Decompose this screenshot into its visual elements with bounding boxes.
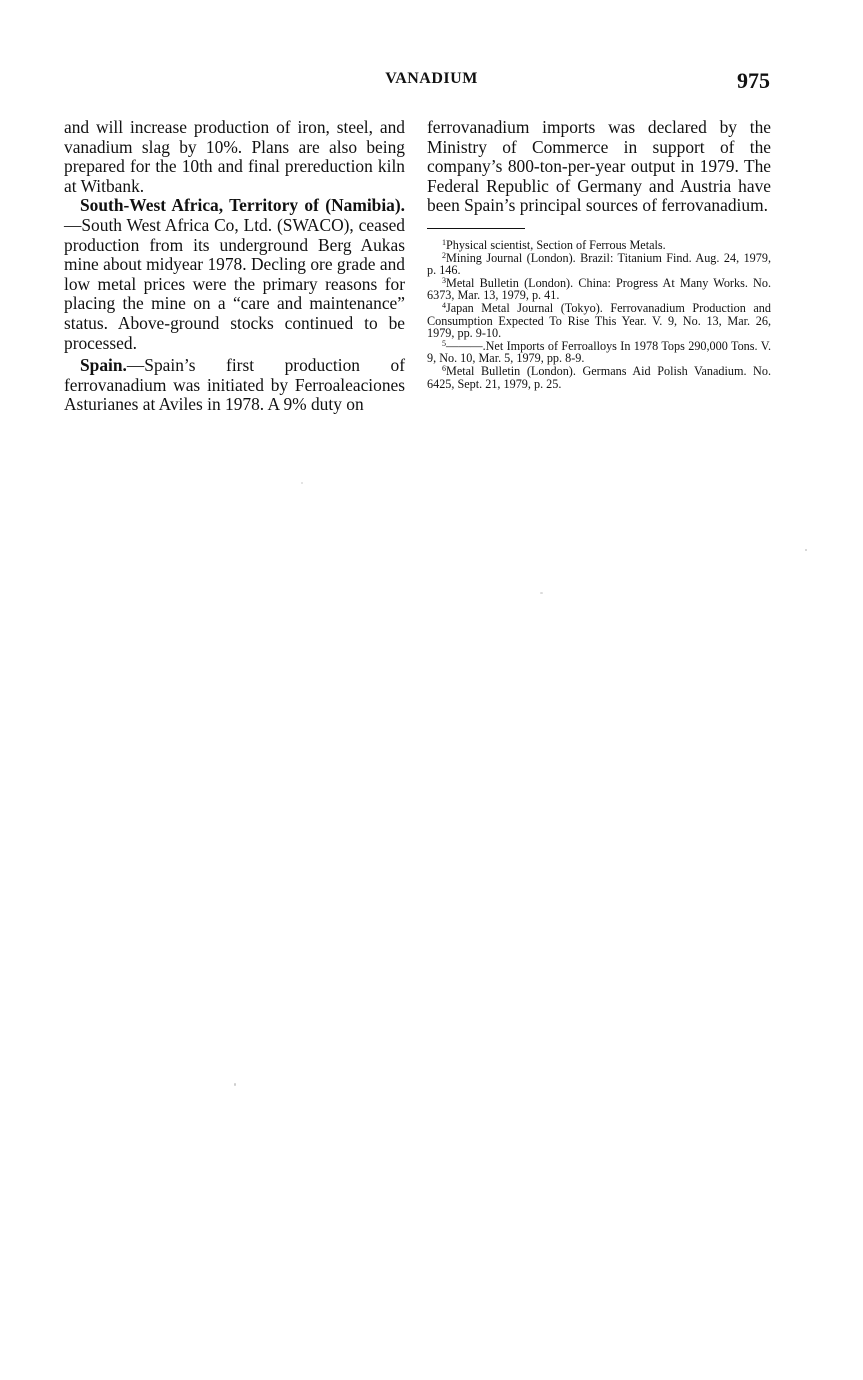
footnote-text: Physical scientist, Section of Ferrous Metals. [446,237,666,252]
paragraph-spain [64,356,405,415]
scan-speck [301,482,303,484]
section-heading-south-west-africa: South-West Africa, Territory of (Namibia). [80,195,405,216]
footnote-number: 5 [442,338,446,348]
footnote-number: 6 [442,363,446,373]
footnote [427,365,771,390]
footnotes [427,239,771,390]
paragraph-continuation: ferrovanadium imports was declared by the Ministry of Commerce in support of the company’s 800-ton-per-year output in 1979. The Federal Republic of Germany and Austria have been Spain’s principal sources of ferrovanadium. [427,117,771,216]
footnote-text: Metal Bulletin (London). China: Progress At Many Works. No. 6373, Mar. 13, 1979, p. 41. [427,275,771,303]
page-header-title: VANADIUM [385,70,478,87]
page-number: 975 [737,68,770,93]
paragraph-south-west-africa [64,196,405,353]
paragraph-continuation: and will increase production of iron, steel, and vanadium slag by 10%. Plans are also being prepared for the 10th and final prereduction kiln at Witbank. [64,117,405,196]
right-column [427,118,771,390]
footnote [427,340,771,365]
footnote-number: 4 [442,300,446,310]
footnote [427,302,771,340]
paragraph-text: —South West Africa Co, Ltd. (SWACO), ceased production from its underground Berg Aukas mine about midyear 1978. Decling ore grade and low metal prices were the primary reasons for placing the mine on a “care and maintenance” status. Above-ground stocks continued to be processed. [64,214,405,353]
footnote [427,277,771,302]
footnote-divider [427,228,525,229]
footnote-number: 3 [442,275,446,285]
scan-speck [234,1083,236,1086]
footnote-text: Metal Bulletin (London). Germans Aid Polish Vanadium. No. 6425, Sept. 21, 1979, p. 25. [427,363,771,391]
footnote-text: Mining Journal (London). Brazil: Titanium Find. Aug. 24, 1979, p. 146. [427,250,771,278]
scan-speck [805,549,807,551]
left-column [64,118,405,415]
section-heading-spain: Spain. [80,355,127,376]
footnote [427,252,771,277]
footnote-text: ———.Net Imports of Ferroalloys In 1978 Tops 290,000 Tons. V. 9, No. 10, Mar. 5, 1979, pp. 8-9. [427,338,771,366]
footnote-text: Japan Metal Journal (Tokyo). Ferrovanadium Production and Consumption Expected To Rise This Year. V. 9, No. 13, Mar. 26, 1979, pp. 9-10. [427,300,771,341]
paragraph-text: —Spain’s first production of ferrovanadium was initiated by Ferroaleaciones Asturianes at Aviles in 1978. A 9% duty on [64,355,405,415]
footnote-number: 1 [442,237,446,247]
footnote-number: 2 [442,250,446,260]
scan-speck [540,592,543,594]
